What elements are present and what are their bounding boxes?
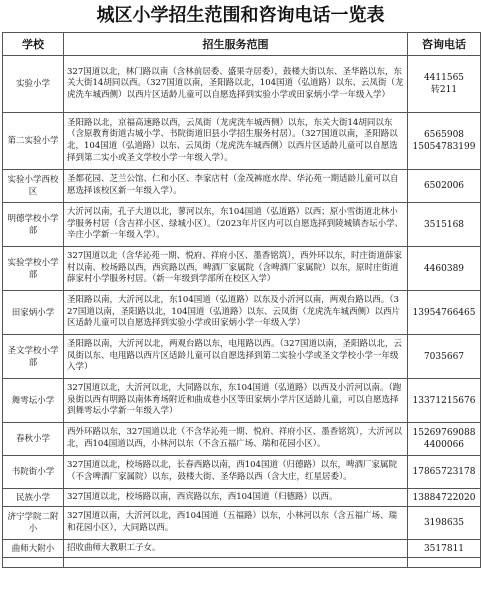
school-name: 舞雩坛小学 — [3, 379, 64, 423]
contact-phone: 13371215676 — [408, 379, 481, 423]
enrollment-scope — [64, 558, 408, 568]
contact-phone: 4411565 转211 — [408, 56, 481, 113]
enrollment-scope: 327国道以北，校场路以南，西宾路以东，西104国道（归德路）以西。 — [64, 489, 408, 507]
header-scope: 招生服务范围 — [64, 33, 408, 56]
enrollment-scope: 圣阳路以南，大沂河以北，东104国道（弘道路）以东及小沂河以南，两观台路以西。（327国道以南，圣阳路以北，104国道（弘道路）以东、云凤街（龙虎洗车城西侧）以西片区适龄儿童可以自愿选择到实验小学或田家炳小学一年级入学） — [64, 291, 408, 335]
table-row — [3, 113, 481, 170]
school-name: 春秋小学 — [3, 423, 64, 456]
table-row — [3, 456, 481, 489]
school-name: 曲师大附小 — [3, 540, 64, 558]
enrollment-scope: 圣阳路以南，大沂河以北，两观台路以东，电甩路以西。（327国道以南，圣阳路以北，云凤街以东、电甩路以西片区适龄儿童可以自愿选择到第二实验小学或圣文学校小学一年级入学） — [64, 335, 408, 379]
enrollment-scope: 327国道以北，校场路以北，长春西路以南，西104国道（归德路）以东，啤酒厂家属院（不含啤酒厂家属院）以东，鼓楼大街、圣华路以西（含大庄，红星居委）。 — [64, 456, 408, 489]
school-name: 书院街小学 — [3, 456, 64, 489]
contact-phone: 15269769088 4400066 — [408, 423, 481, 456]
table-body — [3, 56, 481, 568]
table-row — [3, 558, 481, 568]
school-name: 圣文学校小学部 — [3, 335, 64, 379]
table-row — [3, 203, 481, 247]
school-name: 明德学校小学部 — [3, 203, 64, 247]
contact-phone: 13954766465 — [408, 291, 481, 335]
enrollment-scope: 西外环路以东，327国道以北（不含华沁苑一期、悦府、祥府小区、墨香铭筑），大沂河以北，西104国道以西，小林河以东（不含五福广场、瑞和花园小区）。 — [64, 423, 408, 456]
school-name: 济宁学院二附小 — [3, 507, 64, 540]
contact-phone: 6502006 — [408, 170, 481, 203]
enrollment-scope: 327国道以北，林门路以南（含林前居委、盛果寺居委），鼓楼大街以东、圣华路以东，东关大街14胡同以西。（327国道以南，圣阳路以北，104国道（弘道路）以东、云凤街（龙虎洗车城西侧）以西片区适龄儿童可以自愿选择到实验小学或田家炳小学一年级入学） — [64, 56, 408, 113]
school-name — [3, 558, 64, 568]
contact-phone: 3517811 — [408, 540, 481, 558]
table-row — [3, 291, 481, 335]
contact-phone — [408, 558, 481, 568]
school-name: 实验小学西校区 — [3, 170, 64, 203]
contact-phone: 17865723178 — [408, 456, 481, 489]
table-row — [3, 170, 481, 203]
table-row — [3, 507, 481, 540]
table-row — [3, 489, 481, 507]
table-row — [3, 335, 481, 379]
table-row — [3, 56, 481, 113]
enrollment-scope: 327国道以北，大沂河以北，大同路以东，东104国道（弘道路）以西及小沂河以南。（跑泉街以西有明路以南体育场附近和曲成巷小区等田家炳小学片区适龄儿童，可以自愿选择到舞雩坛小学新一年级入学） — [64, 379, 408, 423]
contact-phone: 3198635 — [408, 507, 481, 540]
header-phone: 咨询电话 — [408, 33, 481, 56]
contact-phone: 4460389 — [408, 247, 481, 291]
table-row — [3, 423, 481, 456]
contact-phone: 13884722020 — [408, 489, 481, 507]
header-school: 学校 — [3, 33, 64, 56]
enrollment-scope: 327国道以南，大沂河以北，西104国道（五福路）以东，小林河以东（含五福广场、瑞和花园小区），大同路以西。 — [64, 507, 408, 540]
enrollment-scope: 大沂河以南，孔子大道以北，蓼河以东，东104国道（弘道路）以西；原小雪街道北林小学服务村居（含吉祥小区、绿城小区）。（2023年片区内可以自愿选择到陵城镇杏坛小学、辛庄小学新一年级入学）。 — [64, 203, 408, 247]
enrollment-table — [2, 32, 481, 568]
enrollment-scope: 327国道以北（含华沁苑一期、悦府、祥府小区、墨香铭筑），西外环以东，时庄街道薛家村以南、校场路以西，西宾路以西，啤酒厂家属院（含啤酒厂家属院）以东，原时庄街道薛家村小学服务村居。（新一年级到学部所在校区入学） — [64, 247, 408, 291]
table-row — [3, 379, 481, 423]
school-name: 实验学校小学部 — [3, 247, 64, 291]
page-title: 城区小学招生范围和咨询电话一览表 — [96, 5, 385, 26]
table-header-row — [3, 33, 481, 56]
table-row — [3, 540, 481, 558]
contact-phone: 3515168 — [408, 203, 481, 247]
school-name: 实验小学 — [3, 56, 64, 113]
contact-phone: 7035667 — [408, 335, 481, 379]
contact-phone: 6565908 15054783199 — [408, 113, 481, 170]
enrollment-scope: 招收曲师大教职工子女。 — [64, 540, 408, 558]
enrollment-scope: 圣阳路以北，京福高速路以西，云凤街（龙虎洗车城西侧）以东，东关大街14胡同以东（含原教育街道古城小学、书院街道旧县小学招生服务村居）。（327国道以南，圣阳路以北，104国道（弘道路）以东、云凤街（龙虎洗车城西侧）以西片区适龄儿童可以自愿选择到第二实小或圣文学校小学一年级入学）。 — [64, 113, 408, 170]
school-name: 民族小学 — [3, 489, 64, 507]
school-name: 第二实验小学 — [3, 113, 64, 170]
school-name: 田家炳小学 — [3, 291, 64, 335]
table-row — [3, 247, 481, 291]
enrollment-scope: 圣都花园、芝兰公馆、仁和小区、李家店村（金茂裤庭水岸、华沁苑一期适龄儿童可以自愿选择该校区新一年级入学）。 — [64, 170, 408, 203]
